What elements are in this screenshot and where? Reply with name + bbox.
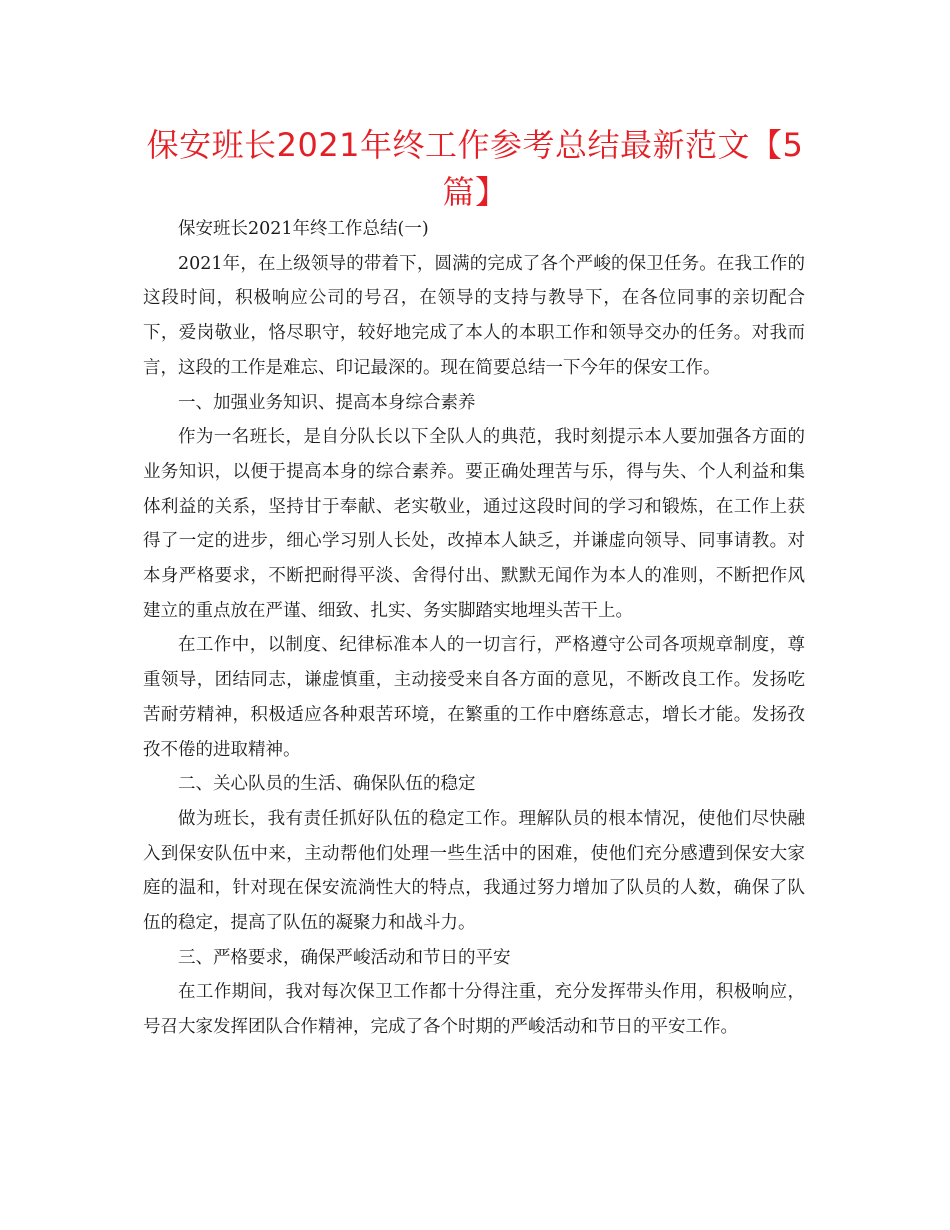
document-title: 保安班长2021年终工作参考总结最新范文【5篇】 bbox=[146, 126, 804, 211]
section-subtitle: 保安班长2021年终工作总结(一) bbox=[178, 219, 429, 239]
paragraph-section-2: 做为班长，我有责任抓好队伍的稳定工作。理解队员的根本情况，使他们尽快融入到保安队伍中来，主动帮他们处理一些生活中的困难，使他们充分感遭到保安大家庭的温和，针对现在保安流淌性大的特点，我通过努力增加了队员的人数，确保了队伍的稳定，提高了队伍的凝聚力和战斗力。 bbox=[143, 808, 805, 934]
paragraph-section-3: 在工作期间，我对每次保卫工作都十分得注重，充分发挥带头作用，积极响应，号召大家发挥团队合作精神，完成了各个时期的严峻活动和节日的平安工作。 bbox=[143, 982, 805, 1038]
paragraph-section-1-continued: 在工作中，以制度、纪律标准本人的一切言行，严格遵守公司各项规章制度，尊重领导，团结同志，谦虚慎重，主动接受来自各方面的意见，不断改良工作。发扬吃苦耐劳精神，积极适应各种艰苦环境，在繁重的工作中磨练意志，增长才能。发扬孜孜不倦的进取精神。 bbox=[143, 635, 805, 760]
document-body bbox=[143, 212, 805, 1045]
heading-section-2: 二、关心队员的生活、确保队伍的稳定 bbox=[178, 774, 476, 795]
paragraph-intro: 2021年，在上级领导的带着下，圆满的完成了各个严峻的保卫任务。在我工作的这段时间，积极响应公司的号召，在领导的支持与教导下，在各位同事的亲切配合下，爱岗敬业，恪尽职守，较好地完成了本人的本职工作和领导交办的任务。对我而言，这段的工作是难忘、印记最深的。现在简要总结一下今年的保安工作。 bbox=[143, 253, 805, 378]
heading-section-1: 一、加强业务知识、提高本身综合素养 bbox=[178, 392, 476, 413]
paragraph-section-1: 作为一名班长，是自分队长以下全队人的典范，我时刻提示本人要加强各方面的业务知识，以便于提高本身的综合素养。要正确处理苦与乐，得与失、个人利益和集体利益的关系，坚持甘于奉献、老实敬业，通过这段时间的学习和锻炼，在工作上获得了一定的进步，细心学习别人长处，改掉本人缺乏，并谦虚向领导、同事请教。对本身严格要求，不断把耐得平淡、舍得付出、默默无闻作为本人的准则，不断把作风建立的重点放在严谨、细致、扎实、务实脚踏实地埋头苦干上。 bbox=[143, 427, 805, 621]
heading-section-3: 三、严格要求，确保严峻活动和节日的平安 bbox=[178, 947, 511, 968]
